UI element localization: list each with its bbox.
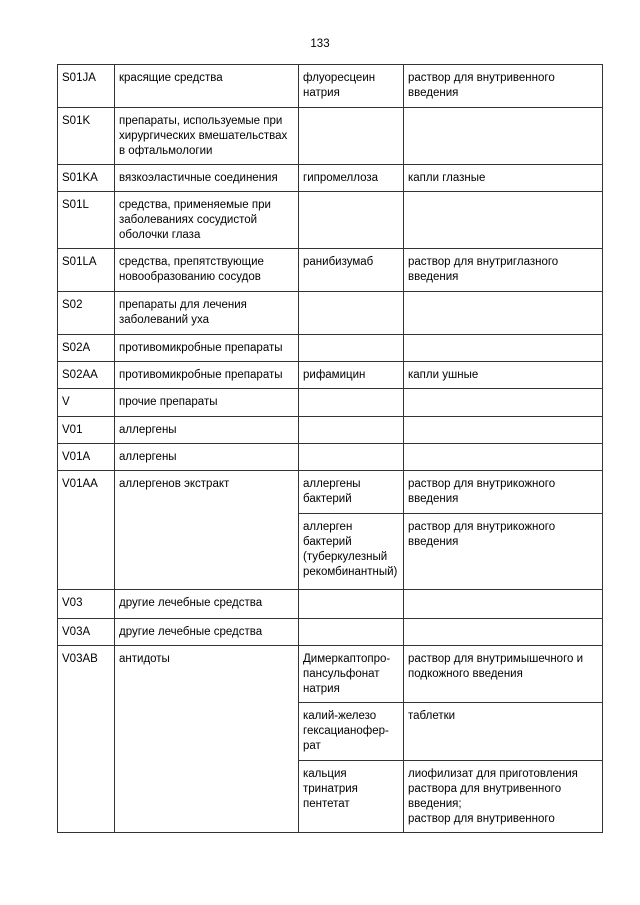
group-name-cell xyxy=(115,417,299,444)
substance-cell xyxy=(299,444,404,471)
group-name-cell-text: аллергены xyxy=(119,451,177,463)
group-name-cell-text: другие лечебные средства xyxy=(119,597,263,609)
table-row xyxy=(58,444,603,471)
atc-code-cell xyxy=(58,362,115,389)
group-name-cell-text: препараты для лечения заболеваний уха xyxy=(119,299,247,326)
group-name-cell xyxy=(115,362,299,389)
substance-cell xyxy=(299,389,404,417)
substance-cell-text: рифамицин xyxy=(303,369,366,381)
substance-cell xyxy=(299,65,404,108)
dosage-form-cell-text: лиофилизат для приготовления раствора для внутривенного введения; раствор для внутривенного xyxy=(408,768,578,825)
table-row xyxy=(58,249,603,292)
atc-code-cell-text: S01L xyxy=(62,199,89,211)
substance-cell xyxy=(299,165,404,192)
dosage-form-cell xyxy=(404,619,603,646)
group-name-cell-text: средства, применяемые при заболеваниях сосудистой оболочки глаза xyxy=(119,199,271,241)
group-name-cell xyxy=(115,292,299,335)
dosage-form-cell-text: раствор для внутриглазного введения xyxy=(408,256,559,283)
atc-code-cell-text: S01LA xyxy=(62,256,97,268)
dosage-form-cell-text: раствор для внутрикожного введения xyxy=(408,521,556,548)
atc-code-cell-text: V01 xyxy=(62,424,83,436)
group-name-cell xyxy=(115,108,299,165)
dosage-form-cell xyxy=(404,249,603,292)
substance-cell xyxy=(299,108,404,165)
atc-code-cell xyxy=(58,471,115,590)
atc-code-cell-text: S02AA xyxy=(62,369,98,381)
group-name-cell xyxy=(115,335,299,362)
atc-code-cell xyxy=(58,444,115,471)
group-name-cell xyxy=(115,165,299,192)
atc-code-cell-text: S02 xyxy=(62,299,83,311)
dosage-form-cell-text: капли ушные xyxy=(408,369,479,381)
group-name-cell xyxy=(115,619,299,646)
table-row xyxy=(58,646,603,703)
group-name-cell-text: антидоты xyxy=(119,653,170,665)
group-name-cell-text: препараты, используемые при хирургических вмешательствах в офтальмологии xyxy=(119,115,288,157)
group-name-cell-text: противомикробные препараты xyxy=(119,369,283,381)
atc-code-cell xyxy=(58,389,115,417)
table-row xyxy=(58,417,603,444)
atc-code-cell xyxy=(58,108,115,165)
substance-cell xyxy=(299,514,404,590)
atc-code-cell-text: S01JA xyxy=(62,72,96,84)
dosage-form-cell xyxy=(404,471,603,514)
dosage-form-cell xyxy=(404,646,603,703)
table-row xyxy=(58,335,603,362)
table-row xyxy=(58,619,603,646)
dosage-form-cell xyxy=(404,444,603,471)
substance-cell-text: ранибизумаб xyxy=(303,256,374,268)
dosage-form-cell xyxy=(404,192,603,249)
substance-cell xyxy=(299,703,404,761)
dosage-form-cell-text: раствор для внутривенного введения xyxy=(408,72,555,99)
group-name-cell-text: прочие препараты xyxy=(119,396,218,408)
substance-cell xyxy=(299,646,404,703)
drug-table xyxy=(57,64,603,833)
substance-cell xyxy=(299,417,404,444)
table-row xyxy=(58,389,603,417)
substance-cell xyxy=(299,619,404,646)
substance-cell xyxy=(299,590,404,619)
dosage-form-cell xyxy=(404,590,603,619)
substance-cell xyxy=(299,761,404,833)
atc-code-cell xyxy=(58,335,115,362)
atc-code-cell xyxy=(58,165,115,192)
page-number: 133 xyxy=(310,38,330,50)
atc-code-cell xyxy=(58,619,115,646)
dosage-form-cell xyxy=(404,65,603,108)
atc-code-cell xyxy=(58,292,115,335)
substance-cell xyxy=(299,292,404,335)
group-name-cell-text: противомикробные препараты xyxy=(119,342,283,354)
atc-code-cell-text: S02A xyxy=(62,342,91,354)
atc-code-cell-text: V01A xyxy=(62,451,91,463)
group-name-cell xyxy=(115,590,299,619)
substance-cell-text: аллерген бактерий (туберкулезный рекомбинантный) xyxy=(303,521,398,578)
atc-code-cell-text: S01K xyxy=(62,115,91,127)
table-row xyxy=(58,471,603,514)
group-name-cell xyxy=(115,65,299,108)
dosage-form-cell xyxy=(404,165,603,192)
atc-code-cell-text: V xyxy=(62,396,70,408)
atc-code-cell xyxy=(58,65,115,108)
dosage-form-cell-text: раствор для внутримышечного и подкожного введения xyxy=(408,653,584,680)
group-name-cell-text: аллергенов экстракт xyxy=(119,478,230,490)
table-body xyxy=(58,65,603,833)
dosage-form-cell xyxy=(404,108,603,165)
group-name-cell xyxy=(115,249,299,292)
substance-cell-text: гипромеллоза xyxy=(303,172,379,184)
table-row xyxy=(58,192,603,249)
dosage-form-cell xyxy=(404,292,603,335)
substance-cell-text: флуоресцеин натрия xyxy=(303,72,376,99)
dosage-form-cell xyxy=(404,417,603,444)
group-name-cell xyxy=(115,471,299,590)
group-name-cell xyxy=(115,192,299,249)
atc-code-cell xyxy=(58,646,115,833)
group-name-cell xyxy=(115,646,299,833)
substance-cell-text: кальция тринатрия пентетат xyxy=(303,768,358,810)
substance-cell xyxy=(299,249,404,292)
atc-code-cell-text: V03AB xyxy=(62,653,98,665)
group-name-cell xyxy=(115,389,299,417)
substance-cell xyxy=(299,362,404,389)
dosage-form-cell xyxy=(404,703,603,761)
dosage-form-cell xyxy=(404,362,603,389)
table-row xyxy=(58,65,603,108)
group-name-cell-text: красящие средства xyxy=(119,72,223,84)
group-name-cell-text: средства, препятствующие новообразованию сосудов xyxy=(119,256,264,283)
atc-code-cell xyxy=(58,249,115,292)
substance-cell-text: калий-железо гексацианофер- рат xyxy=(303,710,389,752)
atc-code-cell-text: V01AA xyxy=(62,478,98,490)
dosage-form-cell xyxy=(404,761,603,833)
substance-cell xyxy=(299,192,404,249)
atc-code-cell xyxy=(58,417,115,444)
substance-cell xyxy=(299,335,404,362)
dosage-form-cell-text: таблетки xyxy=(408,710,456,722)
atc-code-cell xyxy=(58,590,115,619)
table-row xyxy=(58,590,603,619)
atc-code-cell-text: S01KA xyxy=(62,172,98,184)
substance-cell xyxy=(299,471,404,514)
atc-code-cell-text: V03 xyxy=(62,597,83,609)
table-row xyxy=(58,108,603,165)
table-row xyxy=(58,292,603,335)
atc-code-cell xyxy=(58,192,115,249)
group-name-cell-text: аллергены xyxy=(119,424,177,436)
substance-cell-text: аллергены бактерий xyxy=(303,478,361,505)
atc-code-cell-text: V03A xyxy=(62,626,91,638)
group-name-cell xyxy=(115,444,299,471)
substance-cell-text: Димеркаптопро- пансульфонат натрия xyxy=(303,653,391,695)
dosage-form-cell-text: раствор для внутрикожного введения xyxy=(408,478,556,505)
dosage-form-cell xyxy=(404,389,603,417)
table-row xyxy=(58,165,603,192)
group-name-cell-text: вязкоэластичные соединения xyxy=(119,172,278,184)
dosage-form-cell xyxy=(404,335,603,362)
group-name-cell-text: другие лечебные средства xyxy=(119,626,263,638)
table-row xyxy=(58,362,603,389)
dosage-form-cell-text: капли глазные xyxy=(408,172,486,184)
dosage-form-cell xyxy=(404,514,603,590)
